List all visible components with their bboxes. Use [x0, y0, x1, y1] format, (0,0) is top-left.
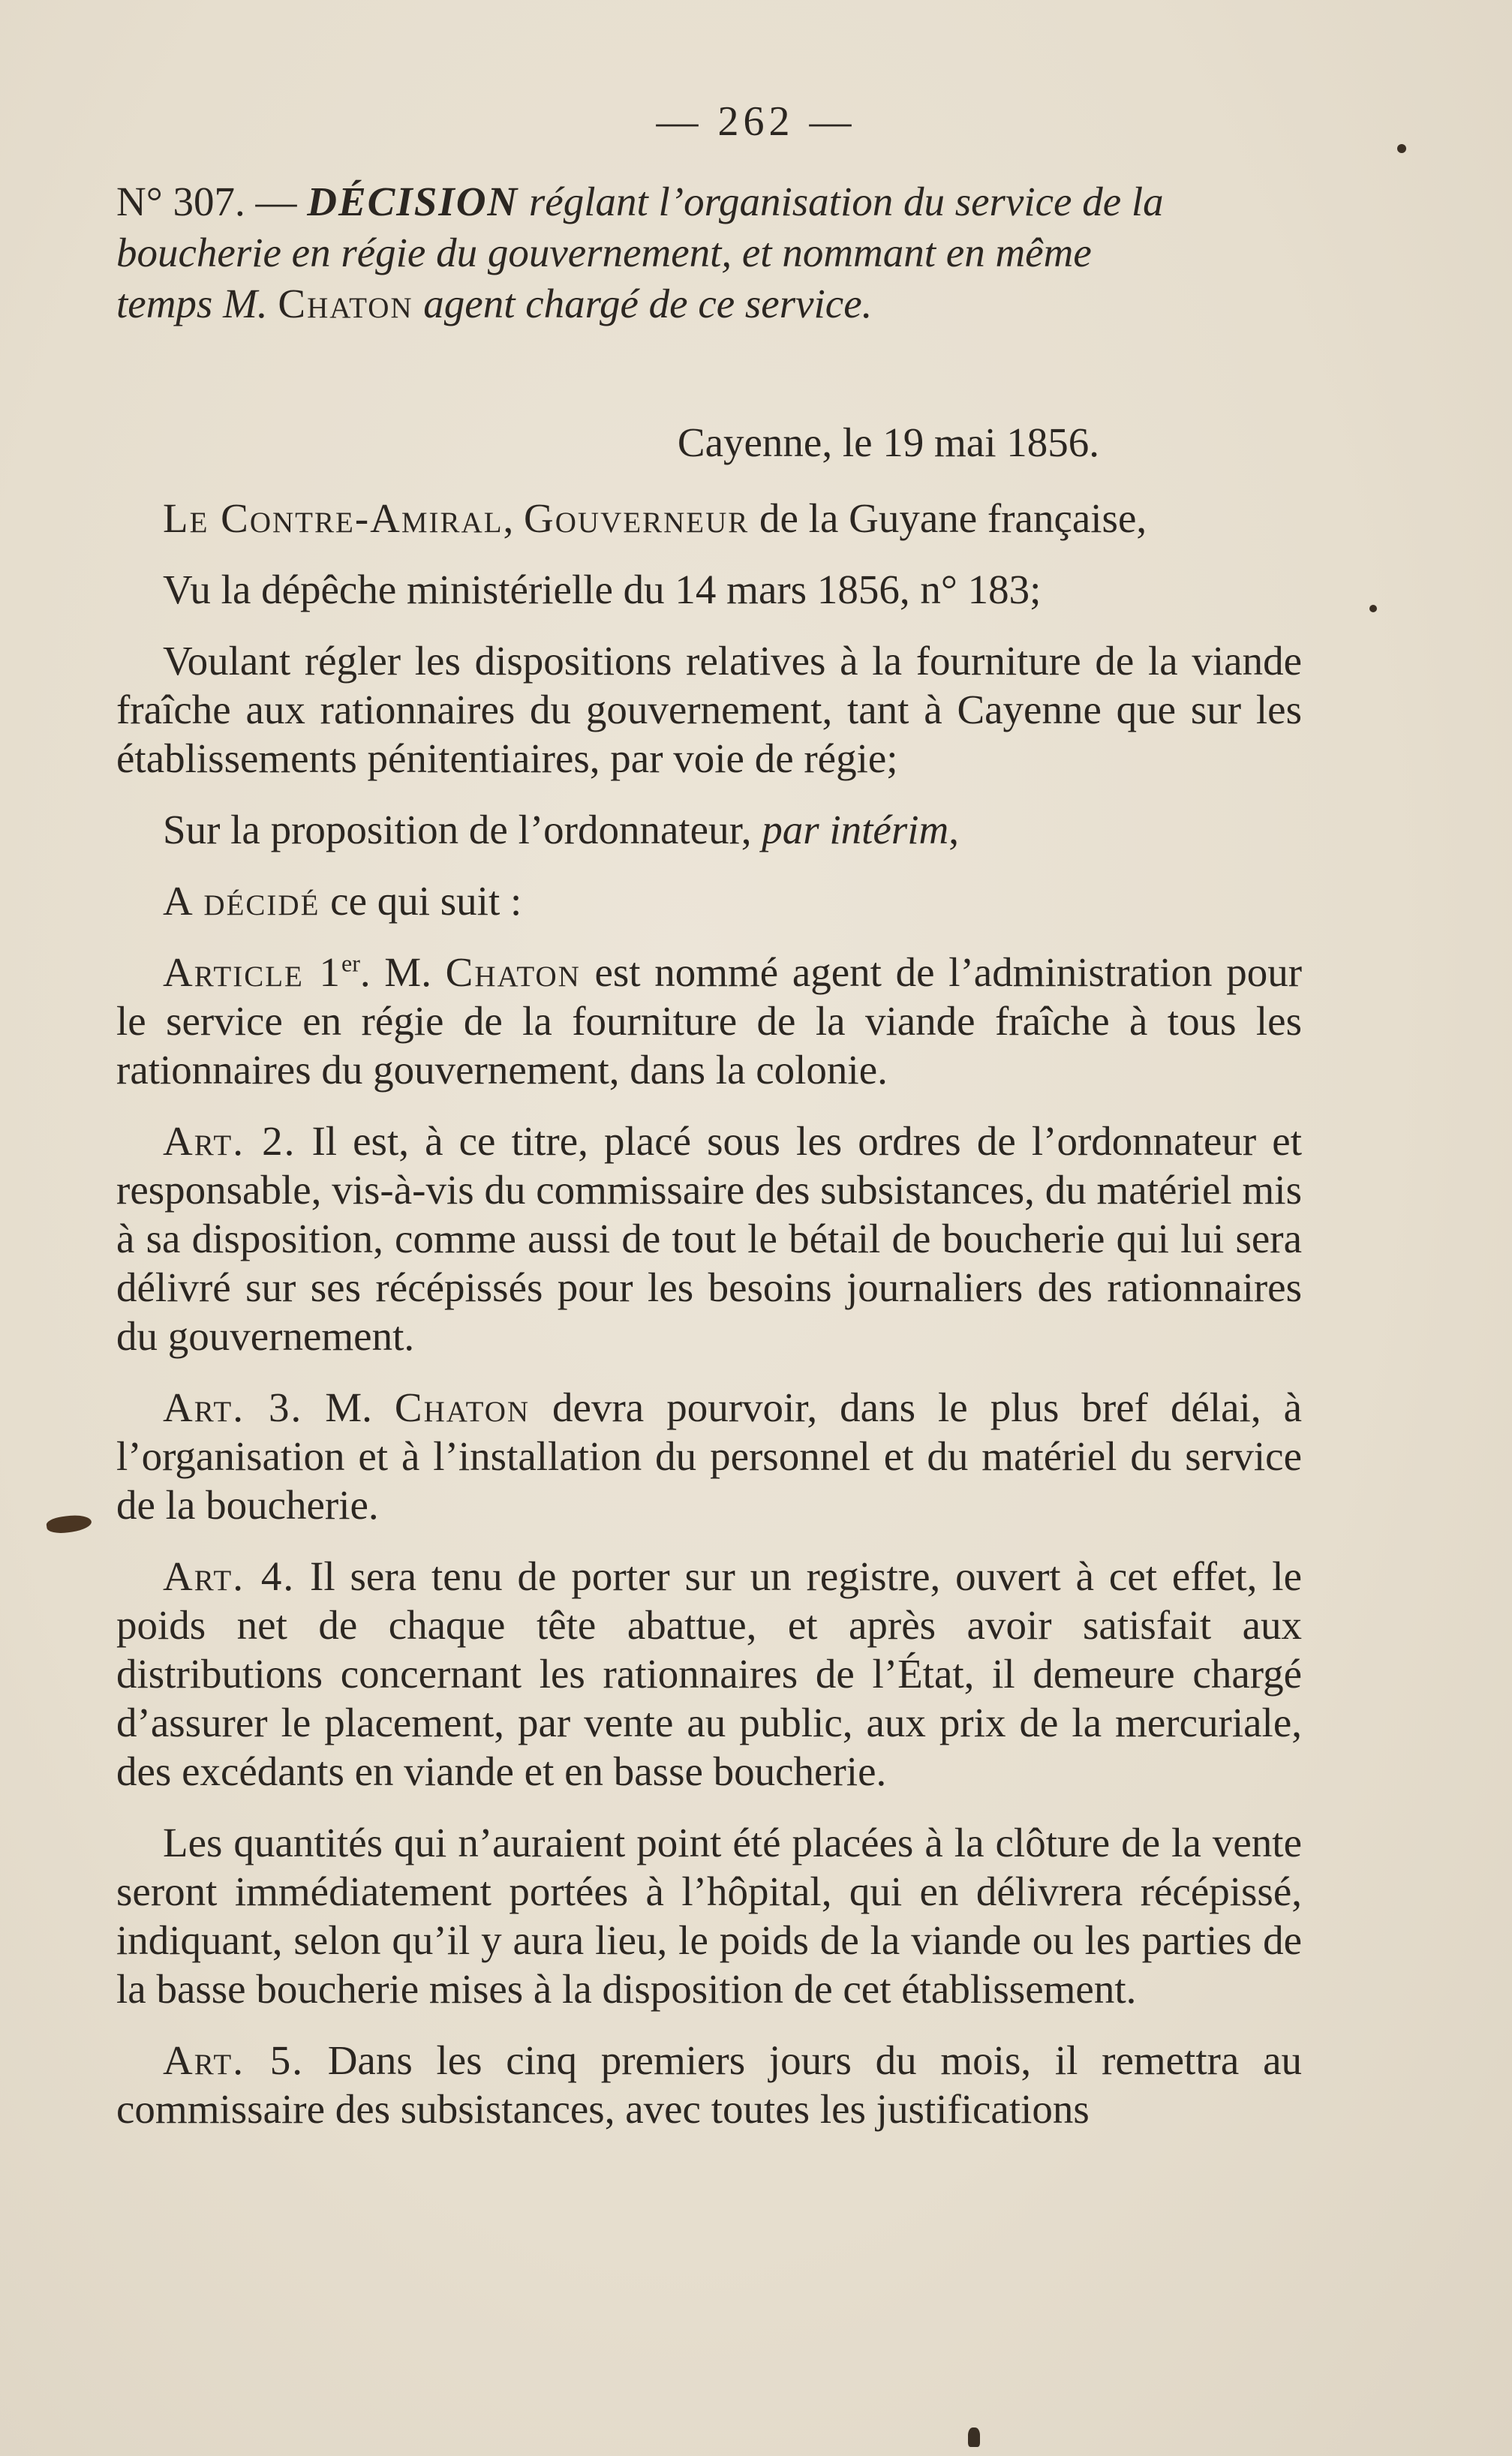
ink-speck [968, 2427, 980, 2447]
decision-number: N° 307. — [116, 179, 308, 224]
article-1-name: Chaton [445, 949, 581, 995]
margin-ink-mark [46, 1513, 92, 1535]
proposition-paragraph [116, 805, 1302, 854]
proposition-start: Sur la proposition de l’ordonnateur, [163, 807, 762, 852]
article-1-sup: er [341, 949, 360, 977]
article-1-text: est nommé agent de l’administration pour le service en régie de la fourniture de la viande fraîche à tous les rationnaires du gouvernement, dans la colonie. [116, 949, 1303, 1093]
ink-speck [1397, 144, 1406, 153]
governor-line [116, 494, 1302, 543]
ink-speck [1369, 605, 1377, 612]
article-1-dot: . M. [359, 949, 446, 995]
heading-line-3-start: temps M. [116, 281, 278, 326]
article-3 [116, 1383, 1302, 1529]
governor-sep: , [503, 495, 525, 541]
governor-rest: de la Guyane française, [749, 495, 1147, 541]
article-1 [116, 948, 1302, 1094]
heading-name: Chaton [278, 281, 413, 326]
page-number: — 262 — [656, 98, 856, 145]
article-2 [116, 1117, 1302, 1360]
voulant-paragraph: Voulant régler les dispositions relatives à la fourniture de la viande fraîche aux rationnaires du gouvernement, tant à Cayenne que sur les établissements pénitentiaires, par voie de régie; [116, 638, 1302, 781]
article-5-text: Dans les cinq premiers jours du mois, il remettra au commissaire des subsistances, avec toutes les justifications [116, 2037, 1302, 2132]
article-1-label: Article 1 [163, 949, 342, 995]
article-3-mid: M. [302, 1384, 395, 1430]
quantites-paragraph: Les quantités qui n’auraient point été placées à la clôture de la vente seront immédiatement portées à l’hôpital, qui en délivrera récépissé, indiquant, selon qu’il y aura lieu, le poids de la viande ou les parties de la basse boucherie mises à la disposition de cet établissement. [116, 1820, 1302, 2012]
vu-paragraph: Vu la dépêche ministérielle du 14 mars 1856, n° 183; [163, 567, 1042, 612]
article-3-name: Chaton [394, 1384, 531, 1430]
decide-label: A décidé [163, 878, 320, 924]
article-4 [116, 1552, 1302, 1796]
governor-title: Le Contre-Amiral [163, 495, 503, 541]
article-3-text: devra pourvoir, dans le plus bref délai, à l’organisation et à l’installation du personnel et du matériel du service de la boucherie. [116, 1384, 1302, 1528]
article-2-text: Il est, à ce titre, placé sous les ordres de l’ordonnateur et responsable, vis-à-vis du commissaire des subsistances, du matériel mis à sa disposition, comme aussi de tout le bétail de boucherie qui lui sera délivré sur ses récépissés pour les besoins journaliers des rationnaires du gouvernement. [116, 1118, 1302, 1359]
decision-keyword: DÉCISION [307, 179, 519, 224]
article-2-label: Art. 2. [163, 1118, 296, 1164]
article-4-label: Art. 4. [163, 1553, 296, 1599]
article-4-text: Il sera tenu de porter sur un registre, ouvert à cet effet, le poids net de chaque tête abattue, et après avoir satisfait aux distributions concernant les rationnaires de l’État, il demeure chargé d’assurer le placement, par vente au public, aux prix de la mercuriale, des excédants en viande et en basse boucherie. [116, 1553, 1302, 1794]
decision-heading [116, 176, 1302, 329]
heading-line-2: boucherie en régie du gouvernement, et nommant en même [116, 230, 1092, 275]
heading-line-1: réglant l’organisation du service de la [519, 179, 1164, 224]
proposition-end: , [948, 807, 959, 852]
decide-rest: ce qui suit : [320, 878, 522, 924]
decide-paragraph [116, 876, 1302, 925]
article-5 [116, 2036, 1302, 2133]
document-body [116, 176, 1302, 2133]
heading-line-3-end: agent chargé de ce service. [413, 281, 873, 326]
article-5-label: Art. 5. [163, 2037, 304, 2083]
proposition-italic: par intérim [762, 807, 949, 852]
article-3-label: Art. 3. [163, 1384, 303, 1430]
dateline: Cayenne, le 19 mai 1856. [677, 419, 1099, 465]
governor-title-2: Gouverneur [524, 495, 750, 541]
